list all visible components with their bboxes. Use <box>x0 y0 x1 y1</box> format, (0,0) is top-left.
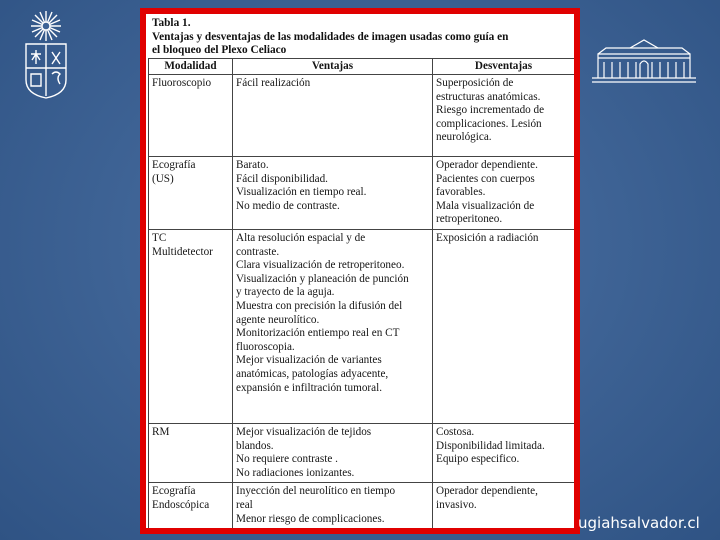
cell-desventajas <box>433 483 575 528</box>
cell-line: Equipo especifico. <box>436 453 520 466</box>
cell-line: Mala visualización de <box>436 199 535 212</box>
table-caption <box>146 14 574 58</box>
table-row <box>149 230 575 424</box>
cell-ventajas <box>233 230 433 424</box>
cell-line: Ecografía <box>152 485 196 498</box>
cell-line: blandos. <box>236 439 274 452</box>
cell-ventajas <box>233 75 433 157</box>
cell-line: Muestra con precisión la difusión del <box>236 300 403 313</box>
cell-line: Pacientes con cuerpos <box>436 172 535 185</box>
cell-line: Endoscópica <box>152 499 210 512</box>
cell-modalidad <box>149 157 233 230</box>
cell-line: RM <box>152 426 170 439</box>
cell-line: Mejor visualización de variantes <box>236 354 382 367</box>
cell-line: favorables. <box>436 186 486 199</box>
header-modalidad: Modalidad <box>149 58 233 75</box>
cell-ventajas <box>233 157 433 230</box>
table-row <box>149 75 575 157</box>
cell-desventajas <box>433 75 575 157</box>
table-header-row <box>149 58 575 75</box>
cell-line: estructuras anatómicas. <box>436 90 541 103</box>
cell-line: Visualización y planeación de punción <box>236 272 409 285</box>
cell-line: Inyección del neurolítico en tiempo <box>236 485 396 498</box>
cell-desventajas <box>433 157 575 230</box>
header-ventajas: Ventajas <box>233 58 433 75</box>
cell-line: Costosa. <box>436 426 475 439</box>
cell-line: Clara visualización de retroperitoneo. <box>236 259 405 272</box>
cell-line: Fácil disponibilidad. <box>236 172 328 185</box>
table-row <box>149 483 575 528</box>
cell-line: Exposición a radiación <box>436 232 539 245</box>
table-subtitle-line1: Ventajas y desventajas de las modalidades de imagen usadas como guía en <box>152 30 509 43</box>
cell-desventajas <box>433 424 575 483</box>
cell-line: Superposición de <box>436 77 514 90</box>
cell-line: TC <box>152 232 167 245</box>
cell-line: Mejor visualización de tejidos <box>236 426 372 439</box>
table-row <box>149 157 575 230</box>
cell-line: expansión e infiltración tumoral. <box>236 381 383 394</box>
cell-line: (US) <box>152 172 174 185</box>
cell-modalidad <box>149 230 233 424</box>
cell-line: Barato. <box>236 159 269 172</box>
cell-modalidad <box>149 483 233 528</box>
cell-ventajas <box>233 424 433 483</box>
footer-url: ugiahsalvador.cl <box>578 514 700 532</box>
cell-line: anatómicas, patologías adyacente, <box>236 368 389 380</box>
hospital-building-icon <box>588 38 700 84</box>
cell-line: Disponibilidad limitada. <box>436 439 545 452</box>
cell-line: No requiere contraste . <box>236 453 338 466</box>
cell-ventajas <box>233 483 433 528</box>
table-document <box>146 14 574 528</box>
cell-line: Ecografía <box>152 159 196 172</box>
cell-line: No medio de contraste. <box>236 199 340 212</box>
cell-line: invasivo. <box>436 499 477 512</box>
cell-line: neurológica. <box>436 131 492 144</box>
table-frame <box>140 8 580 534</box>
cell-line: agente neurolítico. <box>236 313 320 326</box>
table-row <box>149 424 575 483</box>
cell-line: Menor riesgo de complicaciones. <box>236 512 385 525</box>
university-crest-icon <box>22 8 70 100</box>
cell-line: contraste. <box>236 245 280 258</box>
cell-line: Riesgo incrementado de <box>436 104 545 117</box>
cell-line: Alta resolución espacial y de <box>236 232 366 245</box>
header-desventajas: Desventajas <box>433 58 575 75</box>
cell-line: Fácil realización <box>236 77 311 90</box>
cell-line: complicaciones. Lesión <box>436 117 542 130</box>
cell-line: y trayecto de la aguja. <box>236 286 335 299</box>
cell-line: fluoroscopia. <box>236 340 295 353</box>
comparison-table <box>148 58 574 529</box>
cell-line: Operador dependiente. <box>436 159 538 172</box>
cell-line: Monitorización entiempo real en CT <box>236 327 400 340</box>
cell-line: Fluoroscopio <box>152 77 212 90</box>
cell-line: Visualización en tiempo real. <box>236 186 367 199</box>
cell-desventajas <box>433 230 575 424</box>
cell-line: Operador dependiente, <box>436 485 538 498</box>
cell-line: Multidetector <box>152 245 213 258</box>
cell-modalidad <box>149 75 233 157</box>
cell-modalidad <box>149 424 233 483</box>
table-title: Tabla 1. <box>152 17 191 29</box>
table-subtitle-line2: el bloqueo del Plexo Celiaco <box>152 44 287 56</box>
cell-line: real <box>236 499 253 512</box>
cell-line: No radiaciones ionizantes. <box>236 466 355 479</box>
cell-line: retroperitoneo. <box>436 213 503 226</box>
